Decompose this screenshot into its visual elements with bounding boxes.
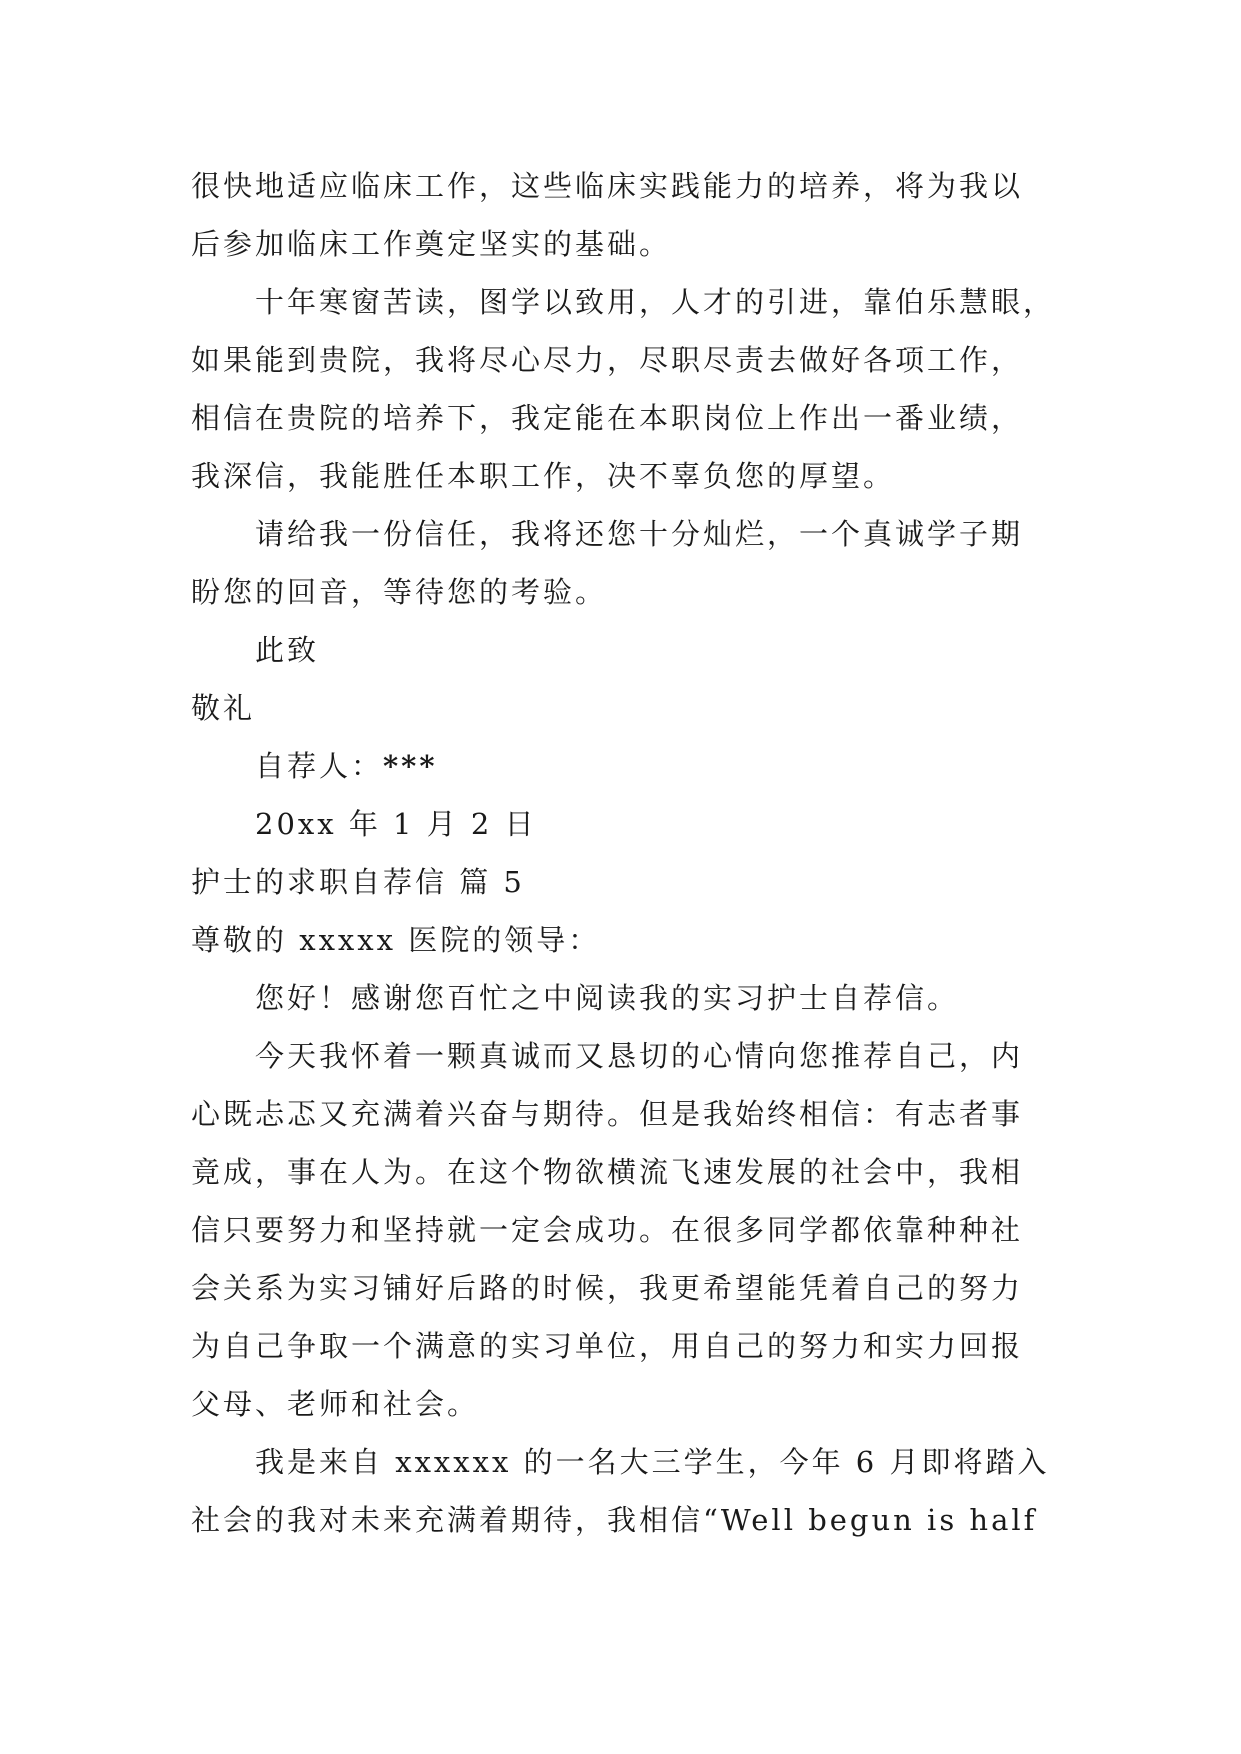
paragraph-line: 相信在贵院的培养下，我定能在本职岗位上作出一番业绩，	[191, 401, 1024, 435]
signature-label: 自荐人：	[255, 749, 384, 783]
paragraph-line: 后参加临床工作奠定坚实的基础。	[191, 227, 672, 261]
paragraph-line: 盼您的回音，等待您的考验。	[191, 575, 608, 609]
letter-greeting: 尊敬的 xxxxx 医院的领导：	[191, 923, 601, 957]
paragraph-line: 十年寒窗苦读，图学以致用，人才的引进，靠伯乐慧眼，	[255, 285, 1056, 319]
paragraph-line: 信只要努力和坚持就一定会成功。在很多同学都依靠种种社	[191, 1213, 1024, 1247]
document-body	[191, 157, 1071, 1549]
paragraph-line: 我是来自 xxxxxx 的一名大三学生，今年 6 月即将踏入	[255, 1445, 1050, 1479]
closing-salutation: 此致	[255, 633, 320, 667]
paragraph-line: 父母、老师和社会。	[191, 1387, 480, 1421]
paragraph-line: 社会的我对未来充满着期待，我相信“Well begun is half	[191, 1503, 1038, 1537]
paragraph-line: 我深信，我能胜任本职工作，决不辜负您的厚望。	[191, 459, 896, 493]
signature-name: ***	[383, 749, 438, 783]
paragraph-line: 今天我怀着一颗真诚而又恳切的心情向您推荐自己，内	[255, 1039, 1024, 1073]
paragraph-line: 如果能到贵院，我将尽心尽力，尽职尽责去做好各项工作，	[191, 343, 1024, 377]
signature-line	[191, 737, 1071, 795]
paragraph-line: 为自己争取一个满意的实习单位，用自己的努力和实力回报	[191, 1329, 1024, 1363]
paragraph-line: 请给我一份信任，我将还您十分灿烂，一个真诚学子期	[255, 517, 1024, 551]
paragraph-line: 竟成，事在人为。在这个物欲横流飞速发展的社会中，我相	[191, 1155, 1024, 1189]
paragraph-line: 会关系为实习铺好后路的时候，我更希望能凭着自己的努力	[191, 1271, 1024, 1305]
letter-date: 20xx 年 1 月 2 日	[255, 807, 537, 841]
paragraph-line: 心既忐忑又充满着兴奋与期待。但是我始终相信：有志者事	[191, 1097, 1024, 1131]
paragraph-line: 很快地适应临床工作，这些临床实践能力的培养，将为我以	[191, 169, 1024, 203]
paragraph-line: 您好！感谢您百忙之中阅读我的实习护士自荐信。	[255, 981, 960, 1015]
closing-regards: 敬礼	[191, 691, 256, 725]
section-heading: 护士的求职自荐信 篇 5	[191, 865, 525, 899]
